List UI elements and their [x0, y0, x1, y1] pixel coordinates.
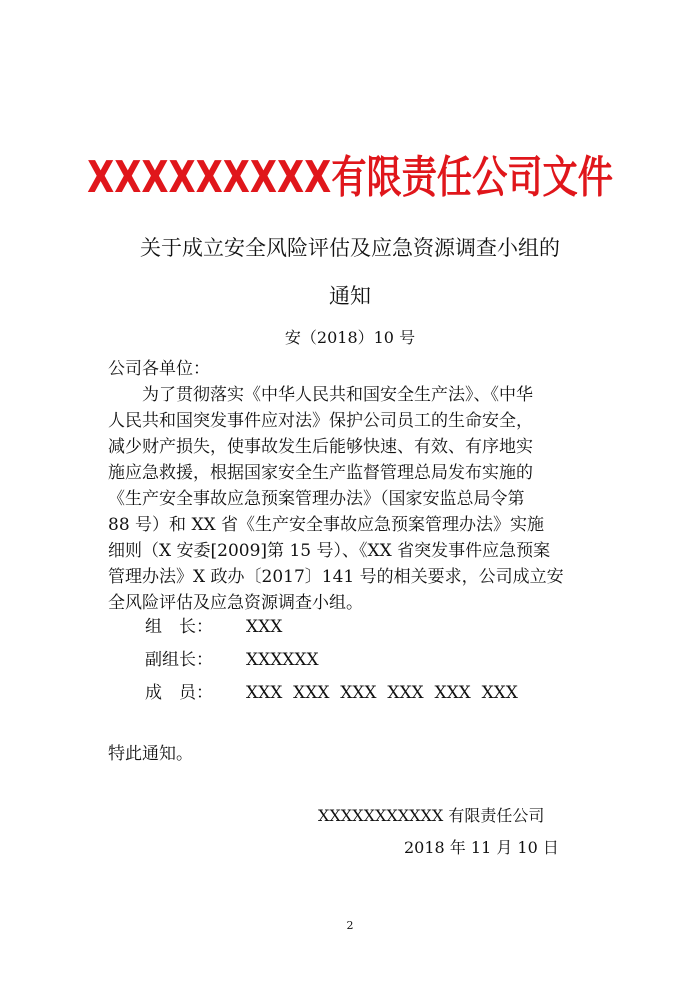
body-line: 人民共和国突发事件应对法》保护公司员工的生命安全，: [108, 411, 533, 431]
member-row-deputy: [145, 647, 605, 673]
document-title-line-1: 关于成立安全风险评估及应急资源调查小组的: [140, 236, 560, 260]
closing-text: 特此通知。: [108, 744, 193, 764]
member-names: XXX XXX XXX XXX XXX XXX: [246, 683, 518, 703]
member-role: 副组长：: [145, 650, 213, 670]
body-line: 为了贯彻落实《中华人民共和国安全生产法》、《中华: [108, 385, 533, 405]
member-row-leader: [145, 614, 605, 640]
salutation: 公司各单位：: [108, 359, 210, 379]
member-names: XXX: [246, 617, 283, 637]
body-line: 细则（X 安委[2009]第 15 号）、《XX 省突发事件应急预案: [108, 541, 551, 561]
body-line: 管理办法》X 政办〔2017〕141 号的相关要求，公司成立安: [108, 567, 564, 587]
page-number: 2: [346, 919, 354, 932]
signature-date: 2018 年 11 月 10 日: [404, 838, 559, 857]
signature-company: XXXXXXXXXXX 有限责任公司: [318, 806, 545, 825]
body-line: 88 号）和 XX 省《生产安全事故应急预案管理办法》实施: [108, 515, 545, 535]
body-line: 《生产安全事故应急预案管理办法》（国家安监总局令第: [108, 489, 525, 509]
member-row-members: [145, 680, 605, 706]
member-names: XXXXXX: [246, 650, 319, 670]
body-line: 减少财产损失，使事故发生后能够快速、有效、有序地实: [108, 437, 533, 457]
body-line: 施应急救援，根据国家安全生产监督管理总局发布实施的: [108, 463, 533, 483]
document-title-line-2: 通知: [329, 284, 371, 308]
red-header-title: XXXXXXXXX有限责任公司文件: [87, 152, 613, 203]
body-line: 全风险评估及应急资源调查小组。: [108, 593, 363, 613]
member-role: 成 员：: [145, 683, 213, 703]
document-number: 安（2018）10 号: [284, 328, 416, 347]
member-role: 组 长：: [145, 617, 213, 637]
